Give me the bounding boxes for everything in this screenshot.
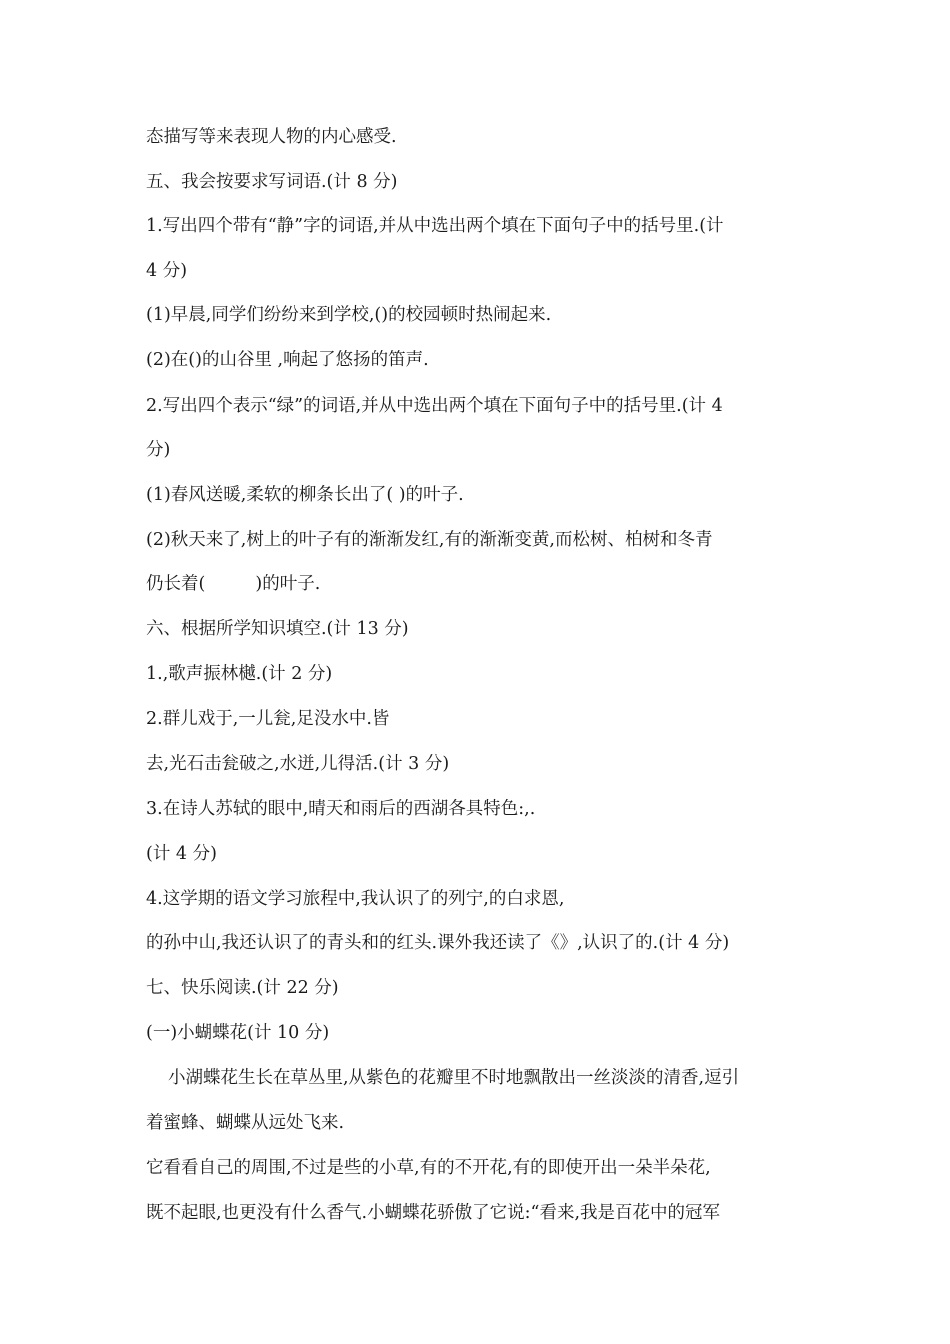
question-line: (1)春风送暖,柔软的柳条长出了( )的叶子.	[146, 485, 464, 505]
text-line: 的孙中山,我还认识了的青头和的红头.课外我还读了《》,认识了的.(计 4 分)	[146, 933, 730, 953]
passage-line: 着蜜蜂、蝴蝶从远处飞来.	[146, 1113, 345, 1133]
passage-line: 它看看自己的周围,不过是些的小草,有的不开花,有的即使开出一朵半朵花,	[146, 1158, 711, 1178]
passage-line: 既不起眼,也更没有什么香气.小蝴蝶花骄傲了它说:“看来,我是百花中的冠军	[146, 1203, 721, 1223]
question-line: 2.写出四个表示“绿”的词语,并从中选出两个填在下面句子中的括号里.(计 4	[146, 396, 723, 416]
question-line: 2.群儿戏于,一儿瓮,足没水中.皆	[146, 709, 390, 729]
question-line: 1.,歌声振林樾.(计 2 分)	[146, 664, 333, 684]
question-line: 1.写出四个带有“静”字的词语,并从中选出两个填在下面句子中的括号里.(计	[146, 216, 724, 236]
question-line: 4.这学期的语文学习旅程中,我认识了的列宁,的白求恩,	[146, 889, 565, 909]
text-line: 4 分)	[146, 261, 188, 281]
question-line: (1)早晨,同学们纷纷来到学校,()的校园顿时热闹起来.	[146, 305, 552, 325]
text-line: 态描写等来表现人物的内心感受.	[146, 127, 397, 147]
section-heading: 七、快乐阅读.(计 22 分)	[146, 978, 339, 998]
section-heading: 五、我会按要求写词语.(计 8 分)	[146, 172, 398, 192]
passage-line: 小湖蝶花生长在草丛里,从紫色的花瓣里不时地飘散出一丝淡淡的清香,逗引	[168, 1068, 740, 1088]
text-line: 分)	[146, 440, 171, 460]
section-heading: 六、根据所学知识填空.(计 13 分)	[146, 619, 409, 639]
text-line: 仍长着( )的叶子.	[146, 574, 321, 594]
text-line: (计 4 分)	[146, 844, 217, 864]
question-line: (2)在()的山谷里 ,响起了悠扬的笛声.	[146, 350, 429, 370]
question-line: (2)秋天来了,树上的叶子有的渐渐发红,有的渐渐变黄,而松树、柏树和冬青	[146, 530, 713, 550]
question-line: 3.在诗人苏轼的眼中,晴天和雨后的西湖各具特色:,.	[146, 799, 536, 819]
text-line: 去,光石击瓮破之,水迸,儿得活.(计 3 分)	[146, 754, 450, 774]
passage-title: (一)小蝴蝶花(计 10 分)	[146, 1023, 330, 1043]
